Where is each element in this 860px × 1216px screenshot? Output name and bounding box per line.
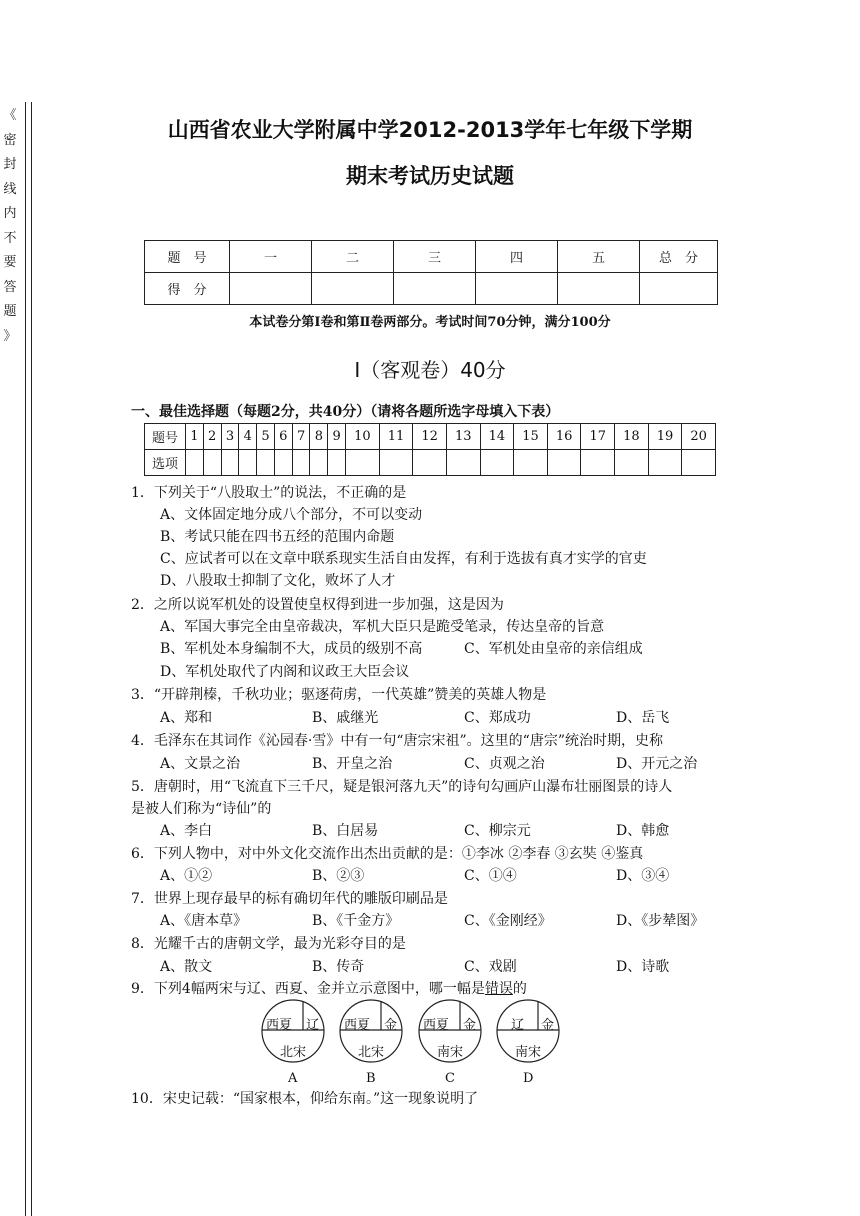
question-5-option-b[interactable]: B、白居易 bbox=[312, 823, 379, 839]
answer-choice-cell[interactable] bbox=[186, 450, 204, 476]
answer-choice-cell[interactable] bbox=[346, 450, 380, 476]
answer-number-cell: 18 bbox=[615, 424, 649, 450]
question-2-stem: 2．之所以说军机处的设置使皇权得到进一步加强，这是因为 bbox=[131, 597, 504, 613]
answer-choice-cell[interactable] bbox=[292, 450, 310, 476]
answer-choice-cell[interactable] bbox=[446, 450, 480, 476]
diagram-label-bottom: 南宋 bbox=[437, 1045, 464, 1060]
answer-choice-cell[interactable] bbox=[257, 450, 275, 476]
question-1-option-a[interactable]: A、文体固定地分成八个部分，不可以变动 bbox=[160, 507, 423, 523]
answer-choice-cell[interactable] bbox=[310, 450, 328, 476]
question-9-stem bbox=[131, 978, 527, 998]
answer-choice-cell[interactable] bbox=[682, 450, 716, 476]
question-7-option-d[interactable]: D、《步辇图》 bbox=[616, 913, 705, 929]
score-row-label: 得 分 bbox=[145, 273, 230, 305]
answer-number-row bbox=[145, 424, 716, 450]
answer-number-cell: 3 bbox=[221, 424, 239, 450]
diagram-label-top-right: 金 bbox=[384, 1018, 398, 1033]
question-6-option-d[interactable]: D、③④ bbox=[616, 868, 670, 884]
question-2-option-c[interactable]: C、军机处由皇帝的亲信组成 bbox=[464, 641, 643, 657]
question-9-stem-underlined: 错误 bbox=[484, 981, 513, 997]
score-cell[interactable] bbox=[558, 273, 640, 305]
answer-number-cell: 17 bbox=[581, 424, 615, 450]
answer-number-cell: 10 bbox=[346, 424, 380, 450]
question-6-stem: 6．下列人物中，对中外文化交流作出杰出贡献的是：①李冰 ②李春 ③玄奘 ④鉴真 bbox=[131, 846, 644, 862]
score-table-header-row bbox=[145, 241, 718, 273]
question-8-option-a[interactable]: A、散文 bbox=[160, 959, 213, 975]
answer-number-cell: 1 bbox=[186, 424, 204, 450]
score-cell[interactable] bbox=[476, 273, 558, 305]
question-3-option-d[interactable]: D、岳飞 bbox=[616, 710, 670, 726]
question-8-stem: 8．光耀千古的唐朝文学，最为光彩夺目的是 bbox=[131, 936, 406, 952]
answer-choice-cell[interactable] bbox=[239, 450, 257, 476]
score-cell[interactable] bbox=[394, 273, 476, 305]
question-6-option-b[interactable]: B、②③ bbox=[312, 868, 365, 884]
diagram-label-bottom: 北宋 bbox=[280, 1045, 307, 1060]
question-6-option-c[interactable]: C、①④ bbox=[464, 868, 517, 884]
answer-number-cell: 14 bbox=[480, 424, 514, 450]
question-1-stem: 1．下列关于“八股取士”的说法，不正确的是 bbox=[131, 485, 407, 501]
question-10-stem: 10．宋史记载：“国家根本，仰给东南。”这一现象说明了 bbox=[131, 1091, 479, 1107]
answer-choice-cell[interactable] bbox=[547, 450, 581, 476]
answer-number-cell: 6 bbox=[274, 424, 292, 450]
diagram-label-top-right: 金 bbox=[541, 1018, 555, 1033]
question-7-option-b[interactable]: B、《千金方》 bbox=[312, 913, 400, 929]
score-table bbox=[144, 240, 718, 305]
question-3-stem: 3．“开辟荆榛，千秋功业；驱逐荷虏，一代英雄”赞美的英雄人物是 bbox=[131, 687, 547, 703]
question-7-option-a[interactable]: A、《唐本草》 bbox=[160, 913, 248, 929]
answer-number-cell: 4 bbox=[239, 424, 257, 450]
diagram-label-bottom: 南宋 bbox=[515, 1045, 542, 1060]
question-2-option-b[interactable]: B、军机处本身编制不大，成员的级别不高 bbox=[160, 641, 423, 657]
diagram-label-bottom: 北宋 bbox=[358, 1045, 385, 1060]
score-cell[interactable] bbox=[312, 273, 394, 305]
answer-number-cell: 12 bbox=[413, 424, 447, 450]
diagram-option-letter: B bbox=[366, 1071, 376, 1086]
answer-choice-cell[interactable] bbox=[648, 450, 682, 476]
exam-instructions: 本试卷分第Ⅰ卷和第Ⅱ卷两部分。考试时间70分钟，满分100分 bbox=[249, 315, 611, 330]
question-3-option-b[interactable]: B、戚继光 bbox=[312, 710, 379, 726]
answer-choice-row bbox=[145, 450, 716, 476]
answer-row-label: 选项 bbox=[145, 450, 186, 476]
score-header-cell: 题 号 bbox=[145, 241, 230, 273]
question-7-stem: 7．世界上现存最早的标有确切年代的雕版印刷品是 bbox=[131, 891, 448, 907]
seal-line-text: 《 密 封 线 内 不 要 答 题 》 bbox=[3, 108, 17, 344]
score-cell[interactable] bbox=[230, 273, 312, 305]
score-cell[interactable] bbox=[640, 273, 718, 305]
diagram-label-top-left: 西夏 bbox=[423, 1018, 450, 1033]
question-8-option-b[interactable]: B、传奇 bbox=[312, 959, 365, 975]
question-8-option-d[interactable]: D、诗歌 bbox=[616, 959, 670, 975]
answer-number-cell: 15 bbox=[514, 424, 548, 450]
score-header-cell: 总 分 bbox=[640, 241, 718, 273]
answer-choice-cell[interactable] bbox=[615, 450, 649, 476]
exam-title-line-1: 山西省农业大学附属中学2012-2013学年七年级下学期 bbox=[167, 118, 693, 142]
answer-choice-cell[interactable] bbox=[379, 450, 413, 476]
diagram-option-letter: A bbox=[288, 1071, 298, 1086]
score-table-score-row bbox=[145, 273, 718, 305]
question-5-option-d[interactable]: D、韩愈 bbox=[616, 823, 670, 839]
answer-number-cell: 2 bbox=[203, 424, 221, 450]
diagram-option-letter: C bbox=[445, 1071, 455, 1086]
question-1-option-b[interactable]: B、考试只能在四书五经的范围内命题 bbox=[160, 529, 395, 545]
answer-number-cell: 11 bbox=[379, 424, 413, 450]
answer-number-cell: 8 bbox=[310, 424, 328, 450]
question-5-option-c[interactable]: C、柳宗元 bbox=[464, 823, 531, 839]
question-5-option-a[interactable]: A、李白 bbox=[160, 823, 213, 839]
part-1-heading: Ⅰ（客观卷）40分 bbox=[354, 358, 506, 382]
question-3-option-a[interactable]: A、郑和 bbox=[160, 710, 213, 726]
answer-number-cell: 9 bbox=[328, 424, 346, 450]
binding-line-left bbox=[25, 102, 26, 1216]
question-1-option-c[interactable]: C、应试者可以在文章中联系现实生活自由发挥，有利于选拔有真才实学的官吏 bbox=[160, 551, 647, 567]
diagram-label-top-left: 西夏 bbox=[266, 1018, 293, 1033]
question-2-option-d[interactable]: D、军机处取代了内阁和议政王大臣会议 bbox=[160, 664, 410, 680]
diagram-option-letter: D bbox=[523, 1071, 534, 1086]
question-5-stem-cont: 是被人们称为“诗仙”的 bbox=[131, 801, 272, 817]
answer-choice-cell[interactable] bbox=[581, 450, 615, 476]
answer-number-cell: 19 bbox=[648, 424, 682, 450]
score-header-cell: 一 bbox=[230, 241, 312, 273]
answer-choice-cell[interactable] bbox=[221, 450, 239, 476]
answer-choice-cell[interactable] bbox=[514, 450, 548, 476]
question-4-stem: 4．毛泽东在其词作《沁园春·雪》中有一句“唐宗宋祖”。这里的“唐宗”统治时期，史称 bbox=[131, 733, 663, 749]
score-header-cell: 四 bbox=[476, 241, 558, 273]
answer-table bbox=[144, 423, 716, 476]
answer-number-cell: 20 bbox=[682, 424, 716, 450]
binding-line-right bbox=[31, 102, 32, 1216]
question-5-stem: 5．唐朝时，用“飞流直下三千尺，疑是银河落九天”的诗句勾画庐山瀑布壮丽图景的诗人 bbox=[131, 779, 673, 795]
answer-choice-cell[interactable] bbox=[480, 450, 514, 476]
question-4-option-d[interactable]: D、开元之治 bbox=[616, 756, 698, 772]
question-8-option-c[interactable]: C、戏剧 bbox=[464, 959, 517, 975]
diagram-label-top-left: 西夏 bbox=[344, 1018, 371, 1033]
question-6-option-a[interactable]: A、①② bbox=[160, 868, 213, 884]
question-4-option-b[interactable]: B、开皇之治 bbox=[312, 756, 393, 772]
answer-number-cell: 16 bbox=[547, 424, 581, 450]
answer-choice-cell[interactable] bbox=[274, 450, 292, 476]
question-4-option-a[interactable]: A、文景之治 bbox=[160, 756, 241, 772]
section-1-heading: 一、最佳选择题（每题2分，共40分）（请将各题所选字母填入下表） bbox=[131, 404, 560, 420]
exam-title-line-2: 期末考试历史试题 bbox=[346, 164, 514, 188]
score-header-cell: 三 bbox=[394, 241, 476, 273]
question-3-option-c[interactable]: C、郑成功 bbox=[464, 710, 531, 726]
question-2-option-a[interactable]: A、军国大事完全由皇帝裁决，军机大臣只是跪受笔录，传达皇帝的旨意 bbox=[160, 619, 605, 635]
question-1-option-d[interactable]: D、八股取士抑制了文化，败坏了人才 bbox=[160, 573, 396, 589]
question-9-stem-post: 的 bbox=[512, 981, 527, 997]
answer-number-cell: 5 bbox=[257, 424, 275, 450]
answer-number-cell: 13 bbox=[446, 424, 480, 450]
diagram-label-top-right: 辽 bbox=[306, 1018, 320, 1033]
diagram-label-top-right: 金 bbox=[463, 1018, 477, 1033]
question-9-stem-pre: 9．下列4幅两宋与辽、西夏、金并立示意图中，哪一幅是 bbox=[131, 981, 485, 997]
answer-choice-cell[interactable] bbox=[203, 450, 221, 476]
answer-row-label: 题号 bbox=[145, 424, 186, 450]
question-4-option-c[interactable]: C、贞观之治 bbox=[464, 756, 545, 772]
answer-choice-cell[interactable] bbox=[328, 450, 346, 476]
diagram-label-top-left: 辽 bbox=[511, 1018, 525, 1033]
answer-number-cell: 7 bbox=[292, 424, 310, 450]
answer-choice-cell[interactable] bbox=[413, 450, 447, 476]
question-7-option-c[interactable]: C、《金刚经》 bbox=[464, 913, 552, 929]
score-header-cell: 五 bbox=[558, 241, 640, 273]
score-header-cell: 二 bbox=[312, 241, 394, 273]
